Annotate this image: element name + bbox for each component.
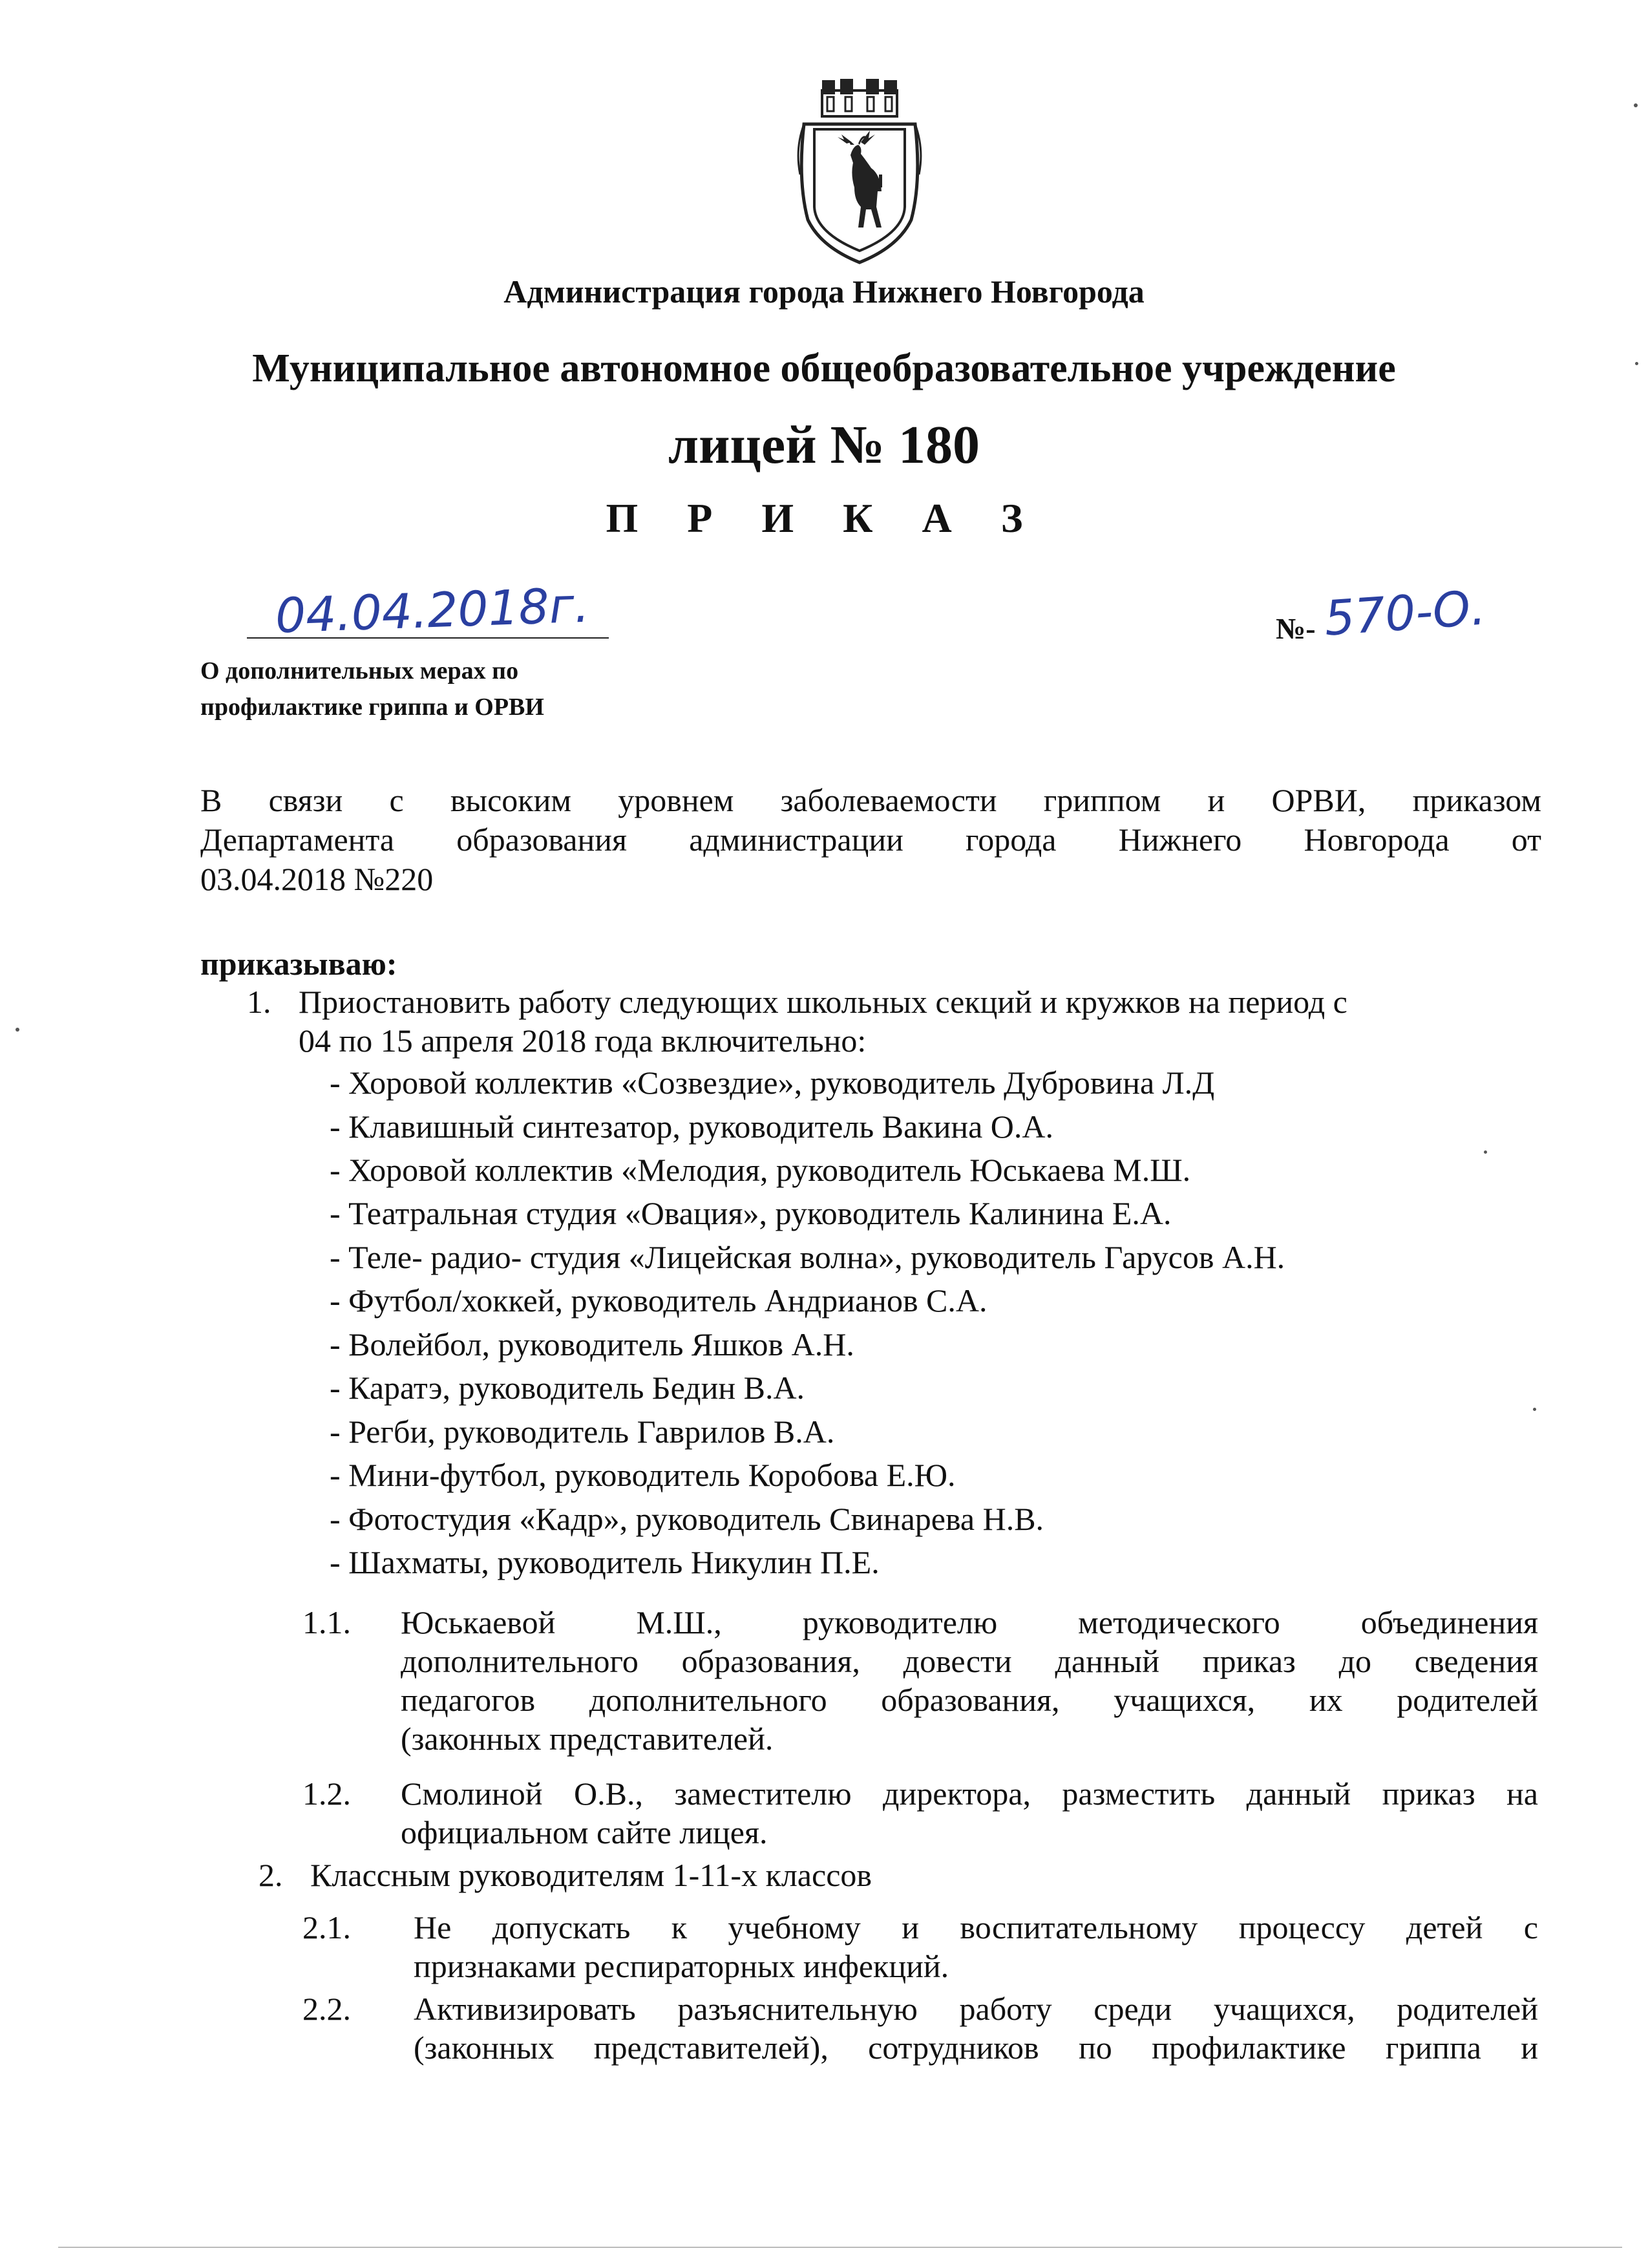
subject-line: О дополнительных мерах по (200, 657, 519, 684)
club-list-item: - Фотостудия «Кадр», руководитель Свинарева Н.В. (330, 1501, 1044, 1537)
scan-speck (1634, 103, 1638, 107)
intro-line: Департамента образования администрации города Нижнего Новгорода от (200, 821, 1541, 858)
sub-item-line: Активизировать разъяснительную работу среди учащихся, родителей (414, 1991, 1538, 2027)
handwritten-date: 04.04.2018г. (274, 577, 591, 644)
subject-line: профилактике гриппа и ОРВИ (200, 694, 544, 721)
club-list-item: - Регби, руководитель Гаврилов В.А. (330, 1414, 835, 1450)
club-list-item: - Театральная студия «Овация», руководитель Калинина Е.А. (330, 1195, 1172, 1231)
ordering-word: приказываю: (200, 946, 397, 982)
handwritten-order-number: 570-О. (1322, 580, 1487, 647)
sub-item-line: официальном сайте лицея. (401, 1814, 768, 1850)
item-number: 2. (259, 1857, 283, 1893)
institution-heading: Муниципальное автономное общеобразовательное учреждение (252, 346, 1396, 390)
lyceum-heading: лицей № 180 (668, 415, 980, 475)
club-list-item: - Клавишный синтезатор, руководитель Вакина О.А. (330, 1108, 1053, 1145)
club-list-item: - Хоровой коллектив «Созвездие», руководитель Дубровина Л.Д (330, 1065, 1215, 1101)
intro-paragraph (200, 781, 1541, 899)
sub-item-line: Юськаевой М.Ш., руководителю методического объединения (401, 1604, 1538, 1640)
sub-item-line: признаками респираторных инфекций. (414, 1948, 949, 1984)
intro-line: В связи с высоким уровнем заболеваемости гриппом и ОРВИ, приказом (200, 782, 1541, 818)
club-list-item: - Каратэ, руководитель Бедин В.А. (330, 1370, 805, 1406)
club-list-item: - Теле- радио- студия «Лицейская волна», руководитель Гарусов А.Н. (330, 1239, 1285, 1275)
sub-item-number: 2.2. (302, 1991, 351, 2027)
item-text-line: Приостановить работу следующих школьных секций и кружков на период с (299, 984, 1347, 1020)
club-list-item: - Мини-футбол, руководитель Коробова Е.Ю. (330, 1457, 956, 1493)
intro-line: 03.04.2018 №220 (200, 861, 434, 897)
item-number: 1. (247, 984, 271, 1020)
sub-item-line: (законных представителей), сотрудников по профилактике гриппа и (414, 2030, 1538, 2066)
document-type-heading: П Р И К А З (606, 495, 1042, 541)
order-date (247, 577, 609, 644)
scan-speck (1635, 362, 1638, 365)
order-number (1276, 580, 1487, 650)
sub-item-number: 1.1. (302, 1604, 351, 1640)
sub-item-line: (законных представителей. (401, 1721, 774, 1757)
sub-item-number: 2.1. (302, 1909, 351, 1945)
order-subject (200, 653, 544, 725)
date-underline (247, 637, 609, 639)
nizhny-novgorod-coat-of-arms-icon (795, 78, 924, 265)
item-text-line: Классным руководителям 1-11-х классов (310, 1857, 872, 1893)
club-list-item: - Шахматы, руководитель Никулин П.Е. (330, 1544, 880, 1580)
club-list-item: - Хоровой коллектив «Мелодия, руководитель Юськаева М.Ш. (330, 1152, 1191, 1188)
club-list-item: - Футбол/хоккей, руководитель Андрианов С.А. (330, 1282, 988, 1319)
scan-speck (16, 1028, 19, 1032)
scan-edge-line (58, 2247, 1622, 2248)
scan-speck (1484, 1150, 1487, 1154)
sub-item-line: Не допускать к учебному и воспитательному процессу детей с (414, 1909, 1538, 1945)
sub-item-number: 1.2. (302, 1775, 351, 1812)
sub-item-line: Смолиной О.В., заместителю директора, разместить данный приказ на (401, 1775, 1538, 1812)
sub-item-line: дополнительного образования, довести данный приказ до сведения (401, 1643, 1538, 1679)
item-text-line: 04 по 15 апреля 2018 года включительно: (299, 1023, 867, 1059)
club-list-item: - Волейбол, руководитель Яшков А.Н. (330, 1326, 854, 1362)
order-number-label: №- (1276, 612, 1316, 645)
administration-heading: Администрация города Нижнего Новгорода (503, 273, 1145, 310)
scan-speck (1533, 1408, 1536, 1411)
sub-item-line: педагогов дополнительного образования, учащихся, их родителей (401, 1682, 1538, 1718)
